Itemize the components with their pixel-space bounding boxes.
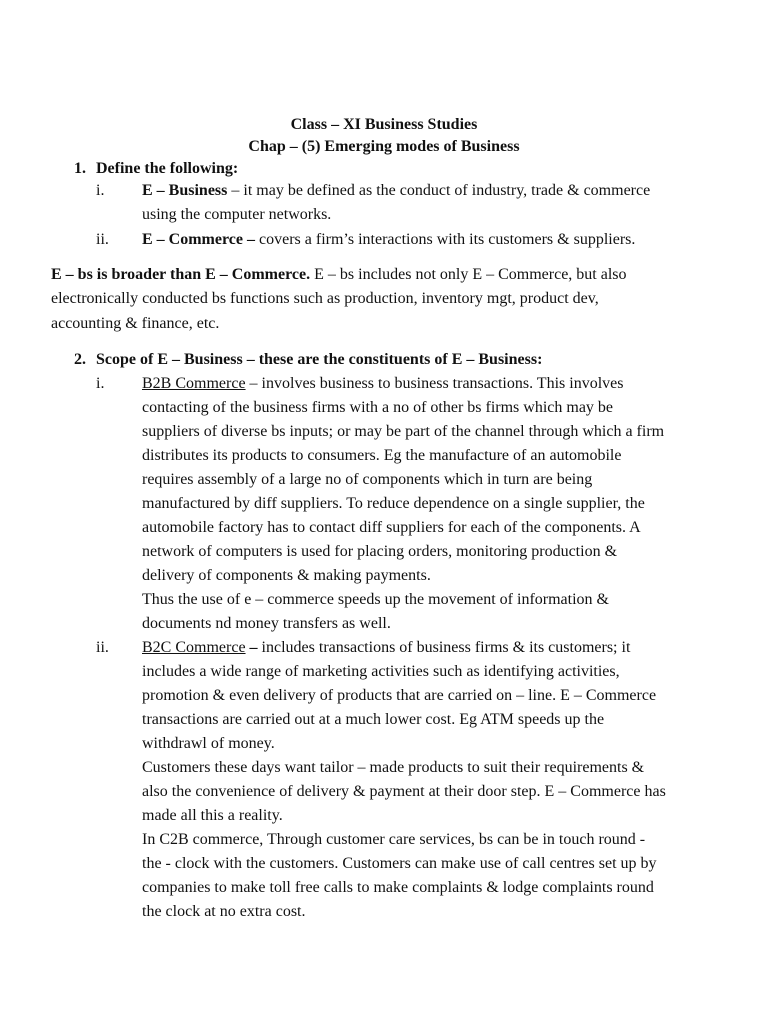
b2b-line [142, 372, 722, 396]
b2c-text: includes transactions of business firms & its customers; it [257, 639, 631, 656]
term-e-commerce: E – Commerce – [142, 231, 255, 248]
b2b-line: manufactured by diff suppliers. To reduce dependence on a single supplier, the [142, 495, 645, 512]
b2c-line: also the convenience of delivery & payment at their door step. E – Commerce has [142, 783, 666, 800]
q2-heading: Scope of E – Business – these are the constituents of E – Business: [96, 351, 543, 368]
q1-item2-line [142, 228, 722, 252]
b2b-line: delivery of components & making payments. [142, 567, 431, 584]
b2b-line: requires assembly of a large no of components which in turn are being [142, 471, 593, 488]
q1-heading: Define the following: [96, 160, 239, 177]
b2c-line: transactions are carried out at a much lower cost. Eg ATM speeds up the [142, 711, 605, 728]
q1-item2-numeral: ii. [96, 231, 109, 248]
b2c-line: includes a wide range of marketing activities such as identifying activities, [142, 663, 620, 680]
b2b-line: automobile factory has to contact diff suppliers for each of the components. A [142, 519, 641, 536]
q1-number: 1. [74, 160, 86, 177]
b2b-line: documents nd money transfers as well. [142, 615, 391, 632]
b2b-line: contacting of the business firms with a no of other bs firms which may be [142, 399, 614, 416]
c2b-line: In C2B commerce, Through customer care services, bs can be in touch round - [142, 831, 646, 848]
b2b-line: suppliers of diverse bs inputs; or may be part of the channel through which a firm [142, 423, 665, 440]
c2b-line: the clock at no extra cost. [142, 903, 306, 920]
b2b-numeral: i. [96, 375, 105, 392]
b2c-line: Customers these days want tailor – made products to suit their requirements & [142, 759, 645, 776]
q1-item1-numeral: i. [96, 182, 105, 199]
b2b-line: Thus the use of e – commerce speeds up the movement of information & [142, 591, 609, 608]
note-text1: E – bs includes not only E – Commerce, but also [310, 266, 627, 283]
q1-item1-line1 [142, 179, 722, 203]
b2b-term: B2B Commerce [142, 375, 246, 392]
e-commerce-definition: covers a firm’s interactions with its customers & suppliers. [255, 231, 636, 248]
note-line1 [51, 263, 731, 287]
b2c-numeral: ii. [96, 639, 109, 656]
c2b-line: the - clock with the customers. Customers can make use of call centres set up by [142, 855, 657, 872]
b2b-line: distributes its products to consumers. Eg the manufacture of an automobile [142, 447, 622, 464]
doc-title-class: Class – XI Business Studies [290, 116, 478, 133]
b2c-line: made all this a reality. [142, 807, 283, 824]
c2b-line: companies to make toll free calls to make complaints & lodge complaints round [142, 879, 654, 896]
b2c-line: withdrawl of money. [142, 735, 275, 752]
doc-title-chapter: Chap – (5) Emerging modes of Business [248, 138, 520, 155]
b2c-term: B2C Commerce [142, 639, 246, 656]
b2b-text: – involves business to business transactions. This involves [245, 375, 624, 392]
e-business-definition: – it may be defined as the conduct of industry, trade & commerce [227, 182, 651, 199]
b2c-line: promotion & even delivery of products that are carried on – line. E – Commerce [142, 687, 657, 704]
note-bold: E – bs is broader than E – Commerce. [51, 266, 311, 283]
b2b-line: network of computers is used for placing orders, monitoring production & [142, 543, 618, 560]
q2-number: 2. [74, 351, 86, 368]
b2c-line [142, 636, 722, 660]
term-e-business: E – Business [142, 182, 228, 199]
note-line2: electronically conducted bs functions such as production, inventory mgt, product dev, [51, 290, 599, 307]
note-line3: accounting & finance, etc. [51, 315, 220, 332]
q1-item1-line2: using the computer networks. [142, 206, 332, 223]
b2c-dash: – [245, 639, 258, 656]
